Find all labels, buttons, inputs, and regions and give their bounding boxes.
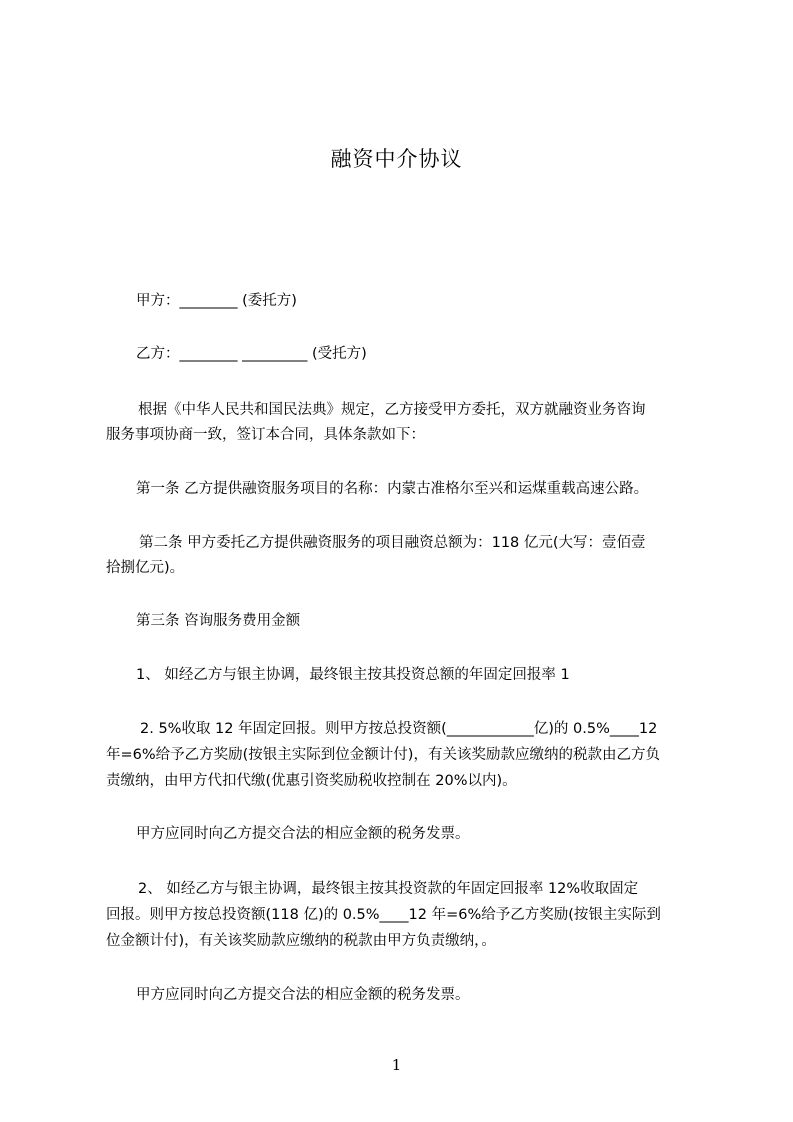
invoice-note-2: 甲方应同时向乙方提交合法的相应金额的税务发票。 xyxy=(136,987,470,1003)
article-2-line-2: 拾捌亿元)。 xyxy=(106,560,185,576)
intro-line-2: 服务事项协商一致，签订本合同，具体条款如下： xyxy=(106,427,425,443)
party-b-line: 乙方：________ _________ (受托方) xyxy=(136,346,367,362)
article-2-line-1: 第二条 甲方委托乙方提供融资服务的项目融资总额为：118 亿元(大写：壹佰壹 xyxy=(139,535,646,551)
item-2-line-3: 责缴纳，由甲方代扣代缴(优惠引资奖励税收控制在 20%以内)。 xyxy=(106,773,517,789)
item-2-line-1: 2. 5%收取 12 年固定回报。则甲方按总投资额(____________亿)的 0.5%____12 xyxy=(140,721,658,737)
intro-line-1: 根据《中华人民共和国民法典》规定，乙方接受甲方委托，双方就融资业务咨询 xyxy=(138,402,646,418)
invoice-note-1: 甲方应同时向乙方提交合法的相应金额的税务发票。 xyxy=(136,826,470,842)
item-3-line-3: 位金额计付)，有关该奖励款应缴纳的税款由甲方负责缴纳，。 xyxy=(106,933,496,949)
item-1: 1、 如经乙方与银主协调，最终银主按其投资总额的年固定回报率 1 xyxy=(136,667,570,683)
article-1: 第一条 乙方提供融资服务项目的名称：内蒙古准格尔至兴和运煤重载高速公路。 xyxy=(136,481,649,497)
article-3-heading: 第三条 咨询服务费用金额 xyxy=(136,613,301,629)
item-3-line-1: 2、 如经乙方与银主协调，最终银主按其投资款的年固定回报率 12%收取固定 xyxy=(138,881,639,897)
party-a-line: 甲方：________ (委托方) xyxy=(136,293,297,309)
document-title: 融资中介协议 xyxy=(330,147,463,171)
item-3-line-2: 回报。则甲方按总投资额(118 亿)的 0.5%____12 年=6%给予乙方奖励(按银主实际到 xyxy=(106,907,661,923)
page-number: 1 xyxy=(391,1056,402,1074)
item-2-line-2: 年=6%给予乙方奖励(按银主实际到位金额计付)，有关该奖励款应缴纳的税款由乙方负 xyxy=(106,747,660,763)
